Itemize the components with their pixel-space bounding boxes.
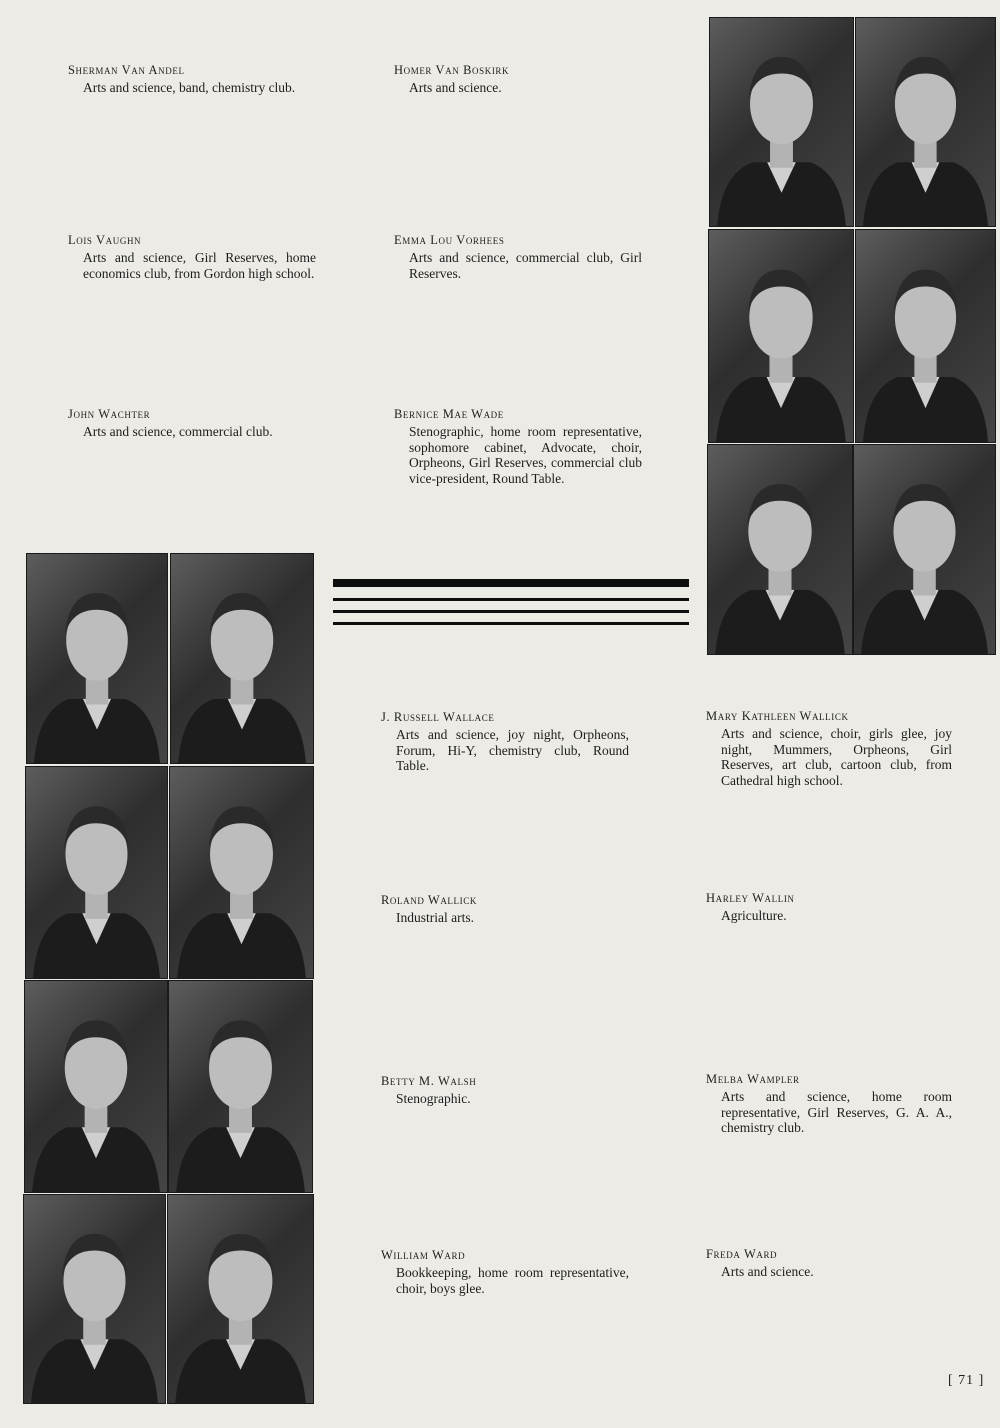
entry-wampler (706, 1071, 952, 1136)
entry-van-andel (68, 62, 316, 96)
entry-vaughn (68, 232, 316, 281)
decorative-rule (333, 598, 689, 601)
entry-freda-ward (706, 1246, 952, 1280)
portrait-photo (24, 980, 168, 1193)
student-activities: Arts and science. (409, 80, 502, 95)
student-activities: Arts and science, home room representative, Girl Reserves, G. A. A., chemistry club. (721, 1089, 952, 1136)
decorative-rule (333, 579, 689, 587)
student-name: Harley Wallin (706, 891, 795, 905)
student-activities: Arts and science, commercial club. (83, 424, 273, 439)
student-activities: Arts and science, choir, girls glee, joy night, Mummers, Orpheons, Girl Reserves, art club, cartoon club, from Cathedral high school. (721, 726, 952, 788)
student-name: Emma Lou Vorhees (394, 233, 505, 247)
entry-wallin (706, 890, 952, 924)
student-name: William Ward (381, 1248, 466, 1262)
student-activities: Bookkeeping, home room representative, choir, boys glee. (396, 1265, 629, 1296)
student-name: Melba Wampler (706, 1072, 800, 1086)
portrait-photo (709, 17, 854, 227)
portrait-photo (708, 229, 854, 443)
student-activities: Arts and science, commercial club, Girl Reserves. (409, 250, 642, 281)
portrait-photo (855, 229, 996, 443)
student-name: Sherman Van Andel (68, 63, 185, 77)
student-name: J. Russell Wallace (381, 710, 495, 724)
student-name: Homer Van Boskirk (394, 63, 510, 77)
entry-wade (394, 406, 642, 486)
student-activities: Arts and science. (721, 1264, 814, 1279)
student-name: Bernice Mae Wade (394, 407, 504, 421)
portrait-photo (167, 1194, 314, 1404)
entry-vorhees (394, 232, 642, 281)
decorative-rule (333, 610, 689, 613)
student-activities: Industrial arts. (396, 910, 474, 925)
page-number: [ 71 ] (948, 1373, 985, 1388)
student-name: Freda Ward (706, 1247, 778, 1261)
student-activities: Arts and science, Girl Reserves, home economics club, from Gordon high school. (83, 250, 316, 281)
portrait-photo (170, 553, 314, 764)
student-activities: Stenographic, home room representative, sophomore cabinet, Advocate, choir, Orpheons, Girl Reserves, commercial club vice-president, Round Table. (409, 424, 642, 486)
portrait-photo (169, 766, 314, 979)
portrait-photo (855, 17, 996, 227)
entry-walsh (381, 1073, 629, 1107)
student-name: John Wachter (68, 407, 151, 421)
portrait-photo (168, 980, 313, 1193)
entry-van-boskirk (394, 62, 642, 96)
entry-mary-wallick (706, 708, 952, 788)
student-name: Lois Vaughn (68, 233, 142, 247)
entry-roland-wallick (381, 892, 629, 926)
portrait-photo (25, 766, 168, 979)
portrait-photo (26, 553, 168, 764)
portrait-photo (853, 444, 996, 655)
portrait-photo (707, 444, 853, 655)
student-activities: Arts and science, band, chemistry club. (83, 80, 296, 95)
student-activities: Agriculture. (721, 908, 787, 923)
entry-wallace (381, 709, 629, 774)
student-name: Mary Kathleen Wallick (706, 709, 849, 723)
portrait-photo (23, 1194, 166, 1404)
student-name: Roland Wallick (381, 893, 477, 907)
decorative-rule (333, 622, 689, 625)
student-name: Betty M. Walsh (381, 1074, 477, 1088)
student-activities: Stenographic. (396, 1091, 471, 1106)
entry-william-ward (381, 1247, 629, 1296)
entry-wachter (68, 406, 316, 440)
student-activities: Arts and science, joy night, Orpheons, Forum, Hi-Y, chemistry club, Round Table. (396, 727, 629, 774)
